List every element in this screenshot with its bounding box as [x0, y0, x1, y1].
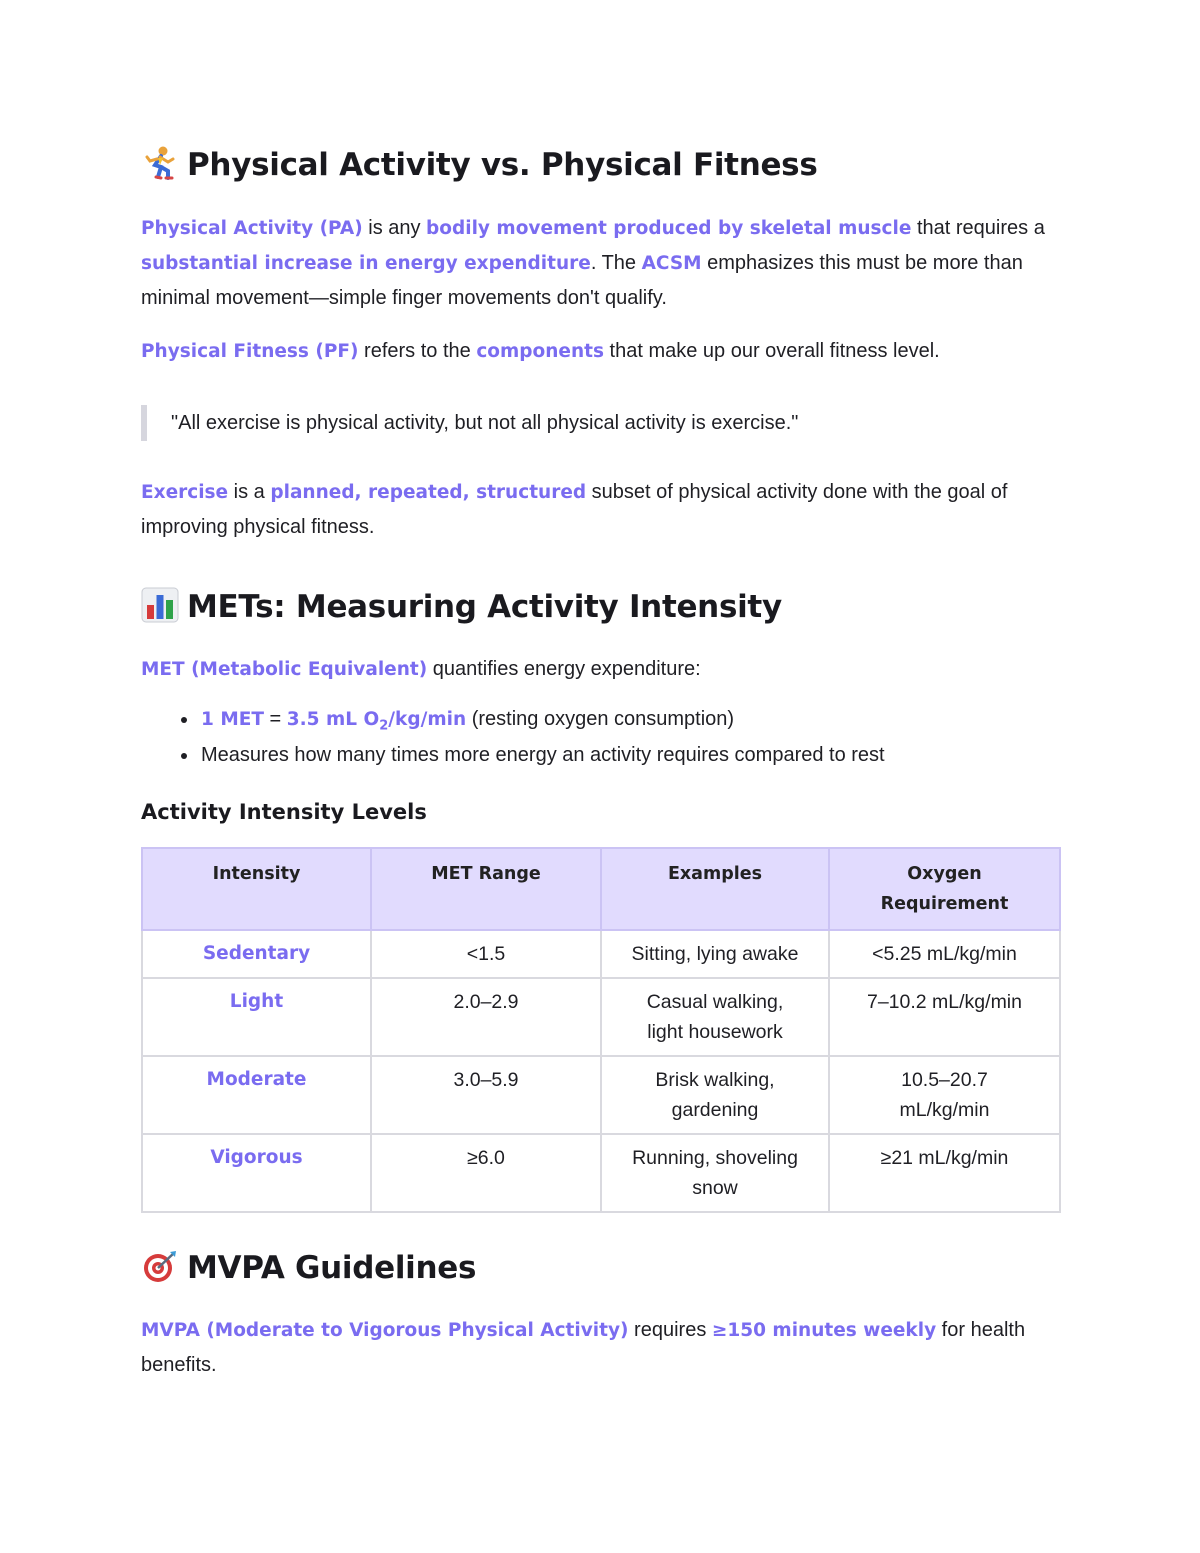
intensity-cell: Sedentary — [142, 930, 371, 978]
text: that make up our overall fitness level. — [603, 340, 940, 362]
oxygen-subscript: 2 — [379, 718, 389, 734]
highlight-oxygen-rate — [286, 709, 467, 734]
exercise-definition-paragraph — [141, 475, 1071, 545]
text: emphasizes this must be more than minimal movement—simple finger movements don't qualify. — [141, 252, 1023, 309]
intensity-table — [141, 847, 1061, 1213]
term-physical-activity: Physical Activity (PA) — [141, 218, 363, 239]
text: is any — [362, 217, 427, 239]
highlight-acsm: ACSM — [641, 253, 702, 274]
column-header: Intensity — [142, 848, 371, 930]
table-row — [142, 1134, 1060, 1212]
bar-chart-emoji-icon — [141, 587, 179, 623]
mvpa-paragraph — [141, 1313, 1059, 1383]
highlight-text: components — [476, 341, 604, 362]
section-heading-pa-vs-pf — [141, 145, 818, 185]
intensity-cell: Moderate — [142, 1056, 371, 1134]
pf-definition-paragraph — [141, 334, 1059, 369]
list-item — [199, 705, 1117, 741]
text: . The — [590, 252, 642, 274]
highlight-text: bodily movement produced by skeletal muscle — [426, 218, 912, 239]
term-mvpa: MVPA (Moderate to Vigorous Physical Activity) — [141, 1320, 629, 1341]
highlight-1-met: 1 MET — [201, 709, 264, 730]
text: for health benefits. — [141, 1319, 1026, 1376]
met-bullet-list — [141, 705, 1117, 770]
examples-cell: Running, shoveling snow — [601, 1134, 829, 1212]
blockquote — [141, 405, 1041, 441]
section-title: Physical Activity vs. Physical Fitness — [187, 147, 818, 183]
term-met: MET (Metabolic Equivalent) — [141, 659, 428, 680]
text: that requires a — [911, 217, 1045, 239]
target-emoji-icon — [141, 1248, 179, 1284]
highlight-150-minutes: ≥150 minutes weekly — [711, 1320, 937, 1341]
section-title: MVPA Guidelines — [187, 1250, 477, 1286]
met-intro-paragraph — [141, 652, 1059, 687]
quote-text: "All exercise is physical activity, but not all physical activity is exercise." — [171, 412, 799, 434]
pa-definition-paragraph — [141, 211, 1059, 316]
oxygen-rate-part: /kg/min — [388, 709, 467, 730]
met-range-cell: ≥6.0 — [371, 1134, 601, 1212]
intensity-cell: Vigorous — [142, 1134, 371, 1212]
column-header: Oxygen Requirement — [829, 848, 1060, 930]
text: quantifies energy expenditure: — [427, 658, 701, 680]
oxygen-rate-part: 3.5 mL O — [286, 709, 380, 730]
examples-cell: Sitting, lying awake — [601, 930, 829, 978]
oxygen-cell: 7–10.2 mL/kg/min — [829, 978, 1060, 1056]
column-header: MET Range — [371, 848, 601, 930]
text: = — [263, 708, 287, 730]
term-physical-fitness: Physical Fitness (PF) — [141, 341, 359, 362]
text: is a — [228, 481, 271, 503]
oxygen-cell: 10.5–20.7 mL/kg/min — [829, 1056, 1060, 1134]
intensity-cell: Light — [142, 978, 371, 1056]
met-range-cell: 3.0–5.9 — [371, 1056, 601, 1134]
table-row — [142, 978, 1060, 1056]
section-heading-mets — [141, 587, 782, 627]
met-range-cell: 2.0–2.9 — [371, 978, 601, 1056]
text: requires — [628, 1319, 712, 1341]
met-range-cell: <1.5 — [371, 930, 601, 978]
table-header-row — [142, 848, 1060, 930]
text: refers to the — [358, 340, 477, 362]
table-row — [142, 930, 1060, 978]
highlight-text: planned, repeated, structured — [270, 482, 587, 503]
runner-emoji-icon — [141, 145, 179, 181]
oxygen-cell: <5.25 mL/kg/min — [829, 930, 1060, 978]
examples-cell: Brisk walking, gardening — [601, 1056, 829, 1134]
examples-cell: Casual walking, light housework — [601, 978, 829, 1056]
section-heading-mvpa — [141, 1248, 476, 1288]
term-exercise: Exercise — [141, 482, 229, 503]
table-row — [142, 1056, 1060, 1134]
table-heading: Activity Intensity Levels — [141, 800, 427, 824]
text: (resting oxygen consumption) — [466, 708, 735, 730]
column-header: Examples — [601, 848, 829, 930]
oxygen-cell: ≥21 mL/kg/min — [829, 1134, 1060, 1212]
section-title: METs: Measuring Activity Intensity — [187, 589, 782, 625]
text: subset of physical activity done with the goal of improving physical fitness. — [141, 481, 1008, 538]
highlight-text: substantial increase in energy expenditure — [141, 253, 591, 274]
list-item: • Measures how many times more energy an activity requires compared to rest — [199, 741, 1117, 770]
